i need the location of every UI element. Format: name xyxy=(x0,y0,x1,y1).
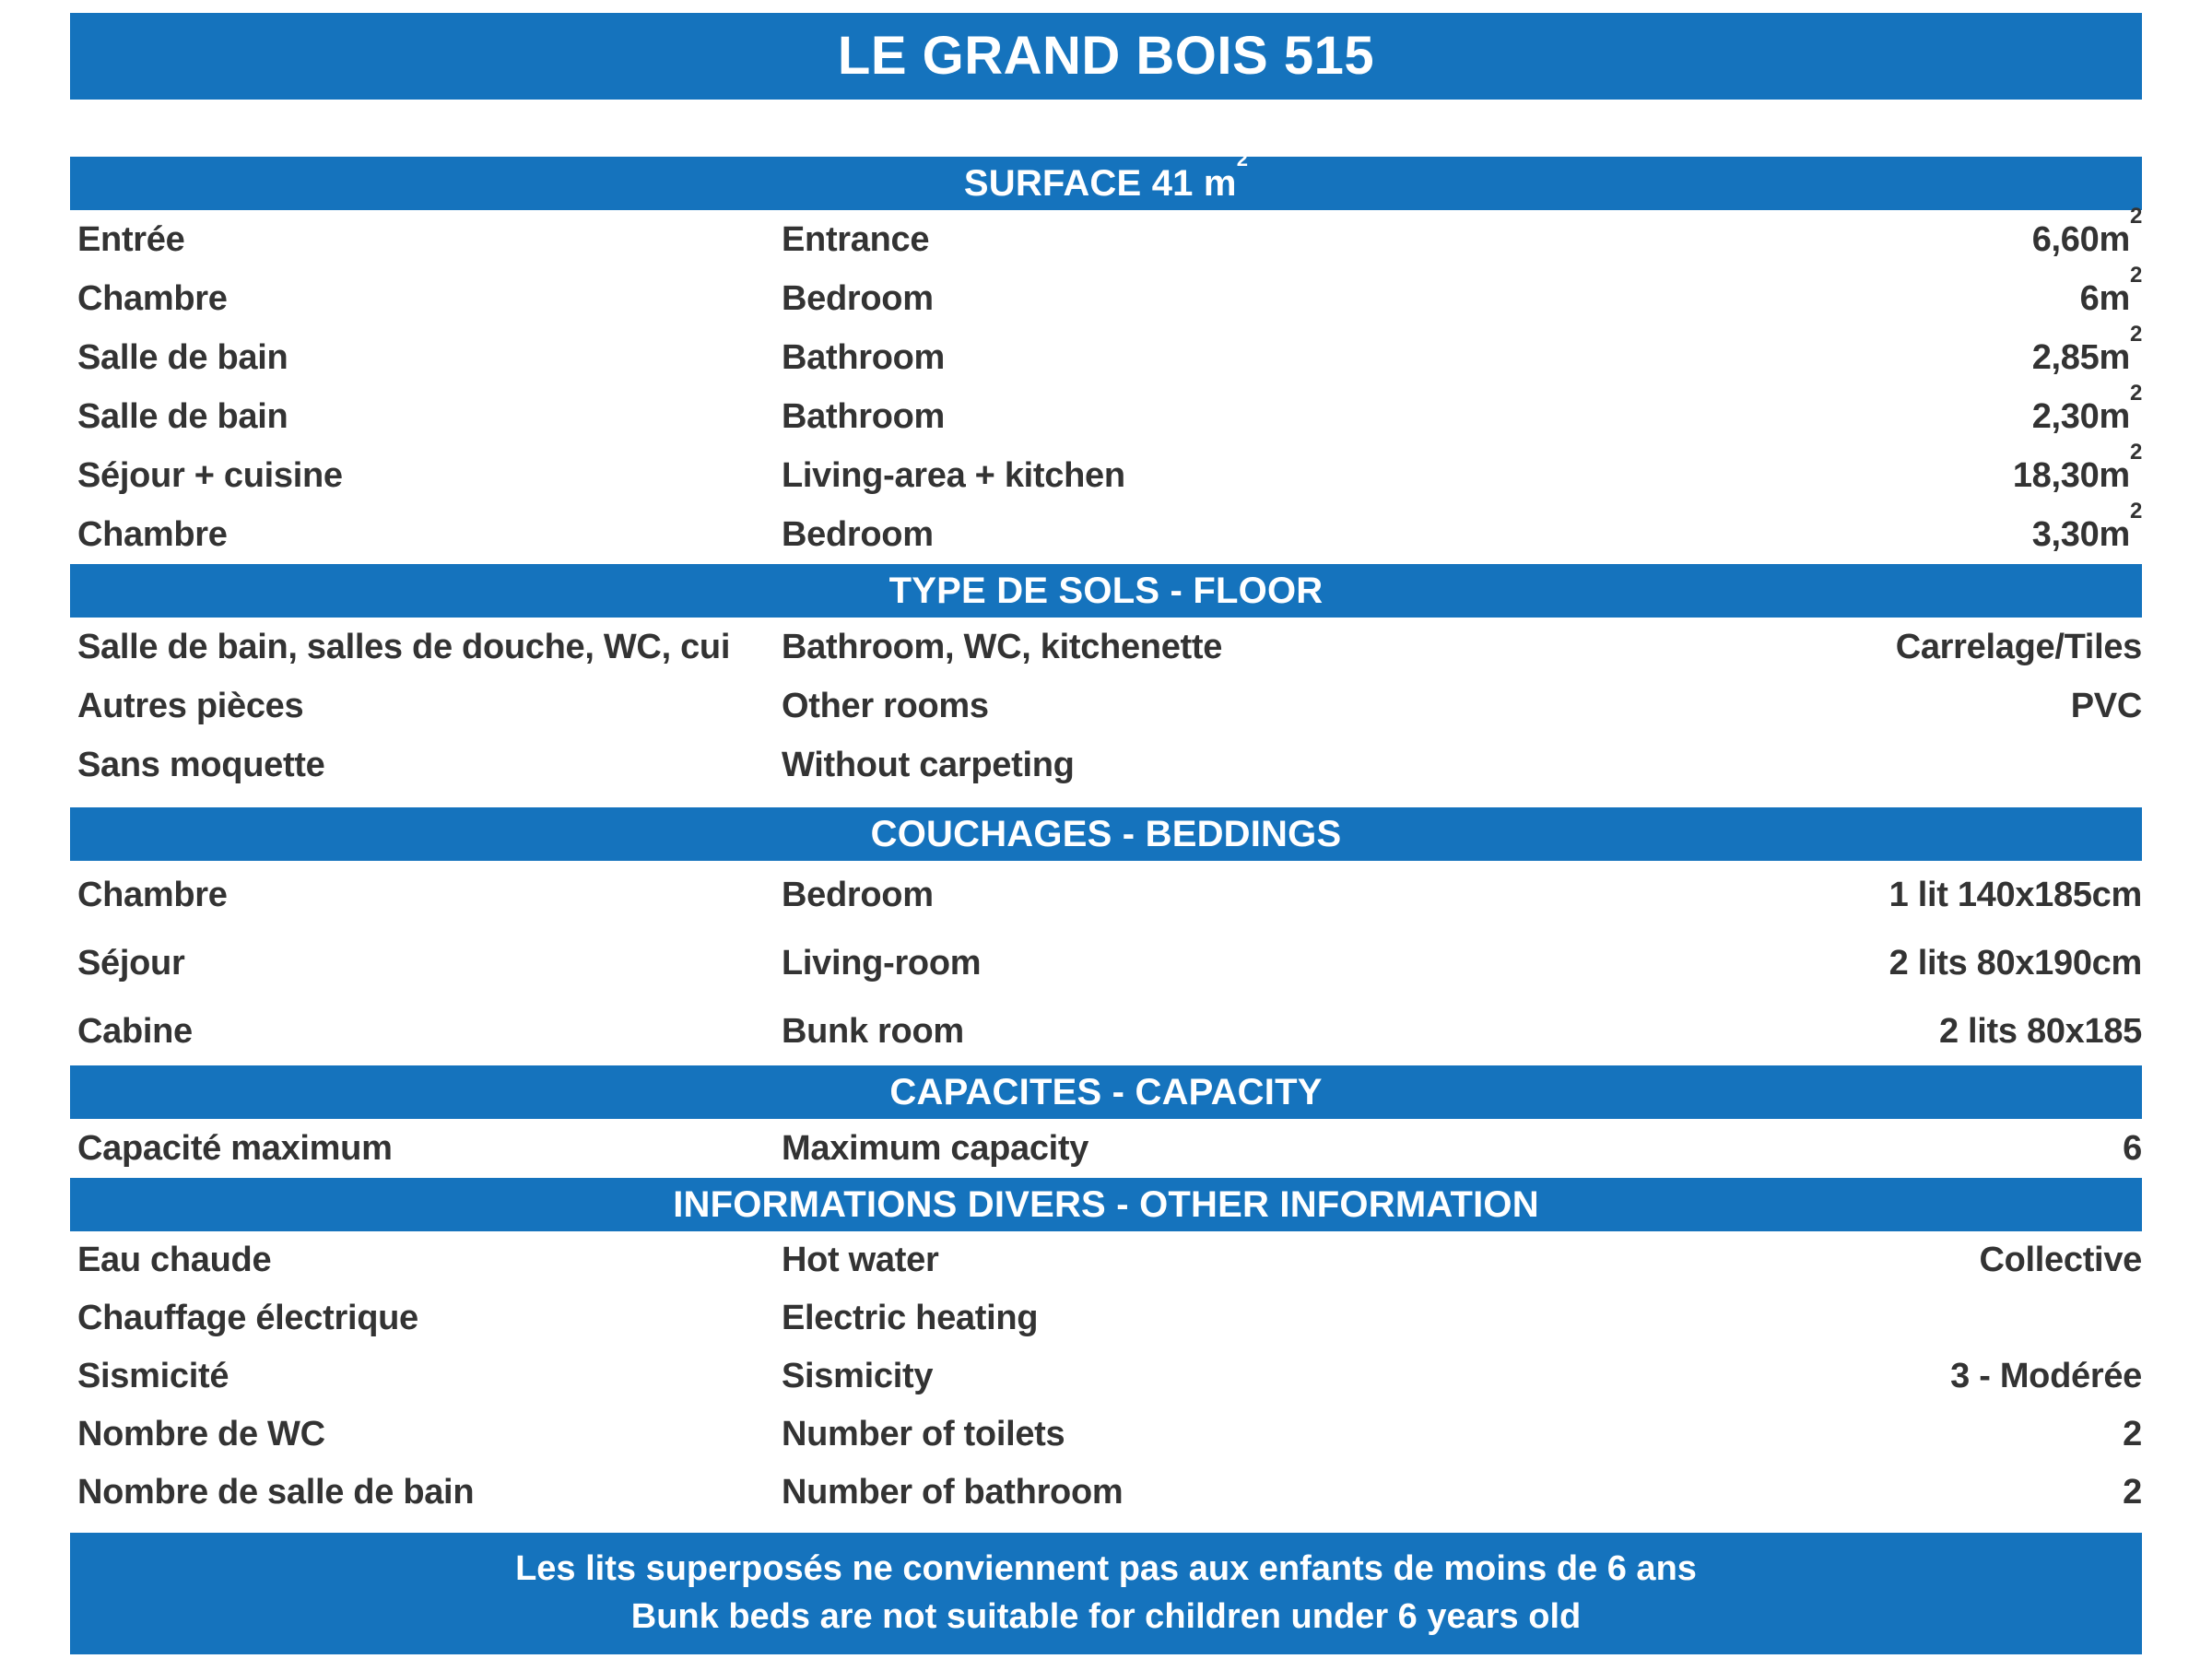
surface-rows xyxy=(70,203,2142,564)
page-title: LE GRAND BOIS 515 xyxy=(70,13,2142,100)
row-label-en: Hot water xyxy=(782,1241,939,1279)
row-value: $2,30m^2$ xyxy=(2031,380,2142,436)
table-row xyxy=(70,861,2142,929)
table-row xyxy=(70,203,2142,269)
row-label-fr: Cabine xyxy=(77,1011,193,1051)
row-label-en: Without carpeting xyxy=(782,745,1075,784)
row-label-fr: Autres pièces xyxy=(77,686,304,725)
row-label-fr: Chambre xyxy=(77,278,228,318)
row-value: $3,30m^2$ xyxy=(2031,498,2142,554)
row-value: $2,85m^2$ xyxy=(2031,321,2142,377)
table-row xyxy=(70,618,2142,677)
row-label-en: Bathroom xyxy=(782,337,946,377)
table-row xyxy=(70,1464,2142,1522)
footer-note-fr: Les lits superposés ne conviennent pas aux enfants de moins de 6 ans xyxy=(515,1549,1697,1589)
row-label-fr: Salle de bain xyxy=(77,337,288,377)
row-label-fr: Chambre xyxy=(77,514,228,554)
table-row xyxy=(70,1231,2142,1289)
table-row xyxy=(70,1289,2142,1347)
row-label-en: Bedroom xyxy=(782,875,934,914)
row-label-en: Bedroom xyxy=(782,514,934,554)
row-value: $6,60m^2$ xyxy=(2031,203,2142,259)
table-row xyxy=(70,262,2142,328)
other-info-rows xyxy=(70,1231,2142,1522)
row-value: 2 lits 80x185 xyxy=(1938,1011,2142,1051)
table-row xyxy=(70,498,2142,564)
row-value: 2 xyxy=(2123,1415,2142,1453)
row-label-fr: Entrée xyxy=(77,219,185,259)
beddings-rows xyxy=(70,861,2142,1065)
table-row xyxy=(70,929,2142,997)
row-value: 3 - Modérée xyxy=(1950,1357,2142,1395)
row-label-en: Maximum capacity xyxy=(782,1128,1089,1168)
table-row xyxy=(70,997,2142,1065)
row-label-en: Number of toilets xyxy=(782,1415,1065,1453)
row-label-fr: Chauffage électrique xyxy=(77,1299,418,1337)
capacity-rows xyxy=(70,1119,2142,1178)
row-label-fr: Séjour + cuisine xyxy=(77,455,343,495)
footer-note-en: Bunk beds are not suitable for children under 6 years old xyxy=(630,1597,1582,1636)
row-label-fr: Sismicité xyxy=(77,1357,229,1395)
floors-rows xyxy=(70,618,2142,794)
row-label-en: Bathroom xyxy=(782,396,946,436)
row-label-en: Sismicity xyxy=(782,1357,934,1395)
section-header-surface: SURFACE 41 $m^2$ xyxy=(70,157,2142,210)
table-row xyxy=(70,677,2142,735)
row-value: Carrelage/Tiles xyxy=(1895,627,2142,666)
row-value: 6 xyxy=(2123,1128,2142,1168)
table-row xyxy=(70,321,2142,387)
row-label-fr: Sans moquette xyxy=(77,745,325,784)
table-row xyxy=(70,1119,2142,1178)
row-label-en: Bunk room xyxy=(782,1011,964,1051)
row-value: PVC xyxy=(2070,686,2142,725)
row-value: 2 xyxy=(2123,1473,2142,1512)
row-label-fr: Chambre xyxy=(77,875,228,914)
table-row xyxy=(70,439,2142,505)
section-header-capacity: CAPACITES - CAPACITY xyxy=(70,1065,2142,1119)
row-label-fr: Nombre de salle de bain xyxy=(77,1473,475,1512)
section-header-beddings: COUCHAGES - BEDDINGS xyxy=(70,807,2142,861)
row-label-fr: Salle de bain, salles de douche, WC, cui xyxy=(77,627,731,666)
row-value: $6m^2$ xyxy=(2079,262,2142,318)
row-label-fr: Eau chaude xyxy=(77,1241,272,1279)
row-value: 2 lits 80x190cm xyxy=(1888,943,2142,982)
row-label-en: Living-room xyxy=(782,943,982,982)
row-value: $18,30m^2$ xyxy=(2012,439,2142,495)
row-label-fr: Capacité maximum xyxy=(77,1128,393,1168)
row-value: 1 lit 140x185cm xyxy=(1888,875,2142,914)
table-row xyxy=(70,1406,2142,1464)
row-label-fr: Nombre de WC xyxy=(77,1415,325,1453)
row-value: Collective xyxy=(1979,1241,2142,1279)
row-label-en: Number of bathroom xyxy=(782,1473,1124,1512)
table-row xyxy=(70,380,2142,446)
row-label-fr: Salle de bain xyxy=(77,396,288,436)
row-label-en: Bathroom, WC, kitchenette xyxy=(782,627,1223,666)
row-label-en: Electric heating xyxy=(782,1299,1039,1337)
row-label-fr: Séjour xyxy=(77,943,185,982)
table-row xyxy=(70,735,2142,794)
table-row xyxy=(70,1347,2142,1406)
row-label-en: Living-area + kitchen xyxy=(782,455,1125,495)
section-header-other-info: INFORMATIONS DIVERS - OTHER INFORMATION xyxy=(70,1178,2142,1231)
row-label-en: Other rooms xyxy=(782,686,989,725)
footer-note-banner xyxy=(70,1533,2142,1654)
row-label-en: Bedroom xyxy=(782,278,934,318)
section-header-floors: TYPE DE SOLS - FLOOR xyxy=(70,564,2142,618)
row-label-en: Entrance xyxy=(782,219,930,259)
